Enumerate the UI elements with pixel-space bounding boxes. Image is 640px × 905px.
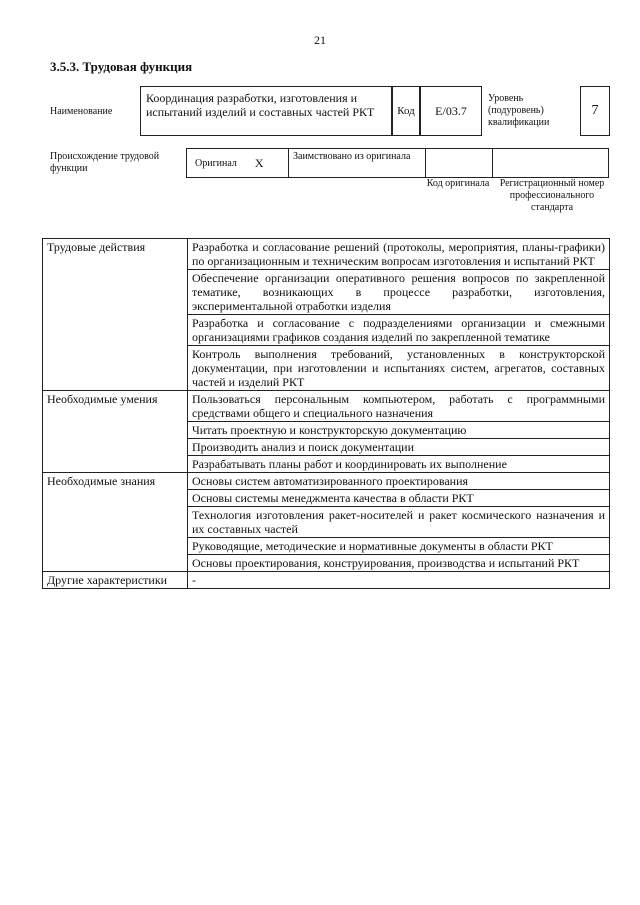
level-value: 7 xyxy=(580,86,610,136)
page-number: 21 xyxy=(314,33,326,47)
origin-row xyxy=(186,148,610,178)
code-value: E/03.7 xyxy=(420,86,482,136)
item-cell: Основы систем автоматизированного проектирования xyxy=(188,473,610,490)
original-label: Оригинал xyxy=(195,157,237,169)
code-original-cell xyxy=(425,148,493,178)
item-cell: Разработка и согласование с подразделениями организации и смежными организациями графиков создания изделий по закрепленной тематике xyxy=(188,315,610,346)
item-cell: Обеспечение организации оперативного решения вопросов по закрепленной тематике, возникающих в процессе разработки, изготовления, экспериментальной отработки изделия xyxy=(188,270,610,315)
section-title: 3.5.3. Трудовая функция xyxy=(50,59,193,74)
reg-number-label: Регистрационный номер профессионального стандарта xyxy=(499,178,605,213)
category-cell: Необходимые умения xyxy=(43,391,188,473)
code-label: Код xyxy=(392,86,420,136)
item-cell: Читать проектную и конструкторскую документацию xyxy=(188,422,610,439)
item-cell: Производить анализ и поиск документации xyxy=(188,439,610,456)
item-cell: Основы системы менеджмента качества в области РКТ xyxy=(188,490,610,507)
name-label: Наименование xyxy=(50,106,113,117)
item-cell: Основы проектирования, конструирования, производства и испытаний РКТ xyxy=(188,555,610,572)
item-cell: Пользоваться персональным компьютером, работать с программными средствами общего и специального назначения xyxy=(188,391,610,422)
category-cell: Другие характеристики xyxy=(43,572,188,589)
original-mark: X xyxy=(254,155,264,170)
category-cell: Трудовые действия xyxy=(43,239,188,391)
function-table xyxy=(42,238,610,589)
borrowed-cell: Заимствовано из оригинала xyxy=(288,148,426,178)
item-cell: Контроль выполнения требований, установленных в конструкторской документации, при изготовлении и испытаниях систем, агрегатов, составных частей и изделий РКТ xyxy=(188,346,610,391)
origin-label: Происхождение трудовой функции xyxy=(50,151,160,174)
reg-number-cell xyxy=(492,148,609,178)
level-label: Уровень (подуровень) квалификации xyxy=(488,93,550,128)
item-cell: Разработка и согласование решений (протоколы, мероприятия, планы-графики) по организационным и техническим вопросам изготовления и испытаний РКТ xyxy=(188,239,610,270)
name-value-box: Координация разработки, изготовления и испытаний изделий и составных частей РКТ xyxy=(140,86,392,136)
table-row xyxy=(43,239,610,270)
item-cell: Руководящие, методические и нормативные документы в области РКТ xyxy=(188,538,610,555)
table-row xyxy=(43,473,610,490)
table-row xyxy=(43,391,610,422)
item-cell: - xyxy=(188,572,610,589)
category-cell: Необходимые знания xyxy=(43,473,188,572)
original-cell xyxy=(186,148,289,178)
table-row xyxy=(43,572,610,589)
item-cell: Разрабатывать планы работ и координировать их выполнение xyxy=(188,456,610,473)
code-original-label: Код оригинала xyxy=(426,178,490,189)
item-cell: Технология изготовления ракет-носителей и ракет космического назначения и их составных частей xyxy=(188,507,610,538)
